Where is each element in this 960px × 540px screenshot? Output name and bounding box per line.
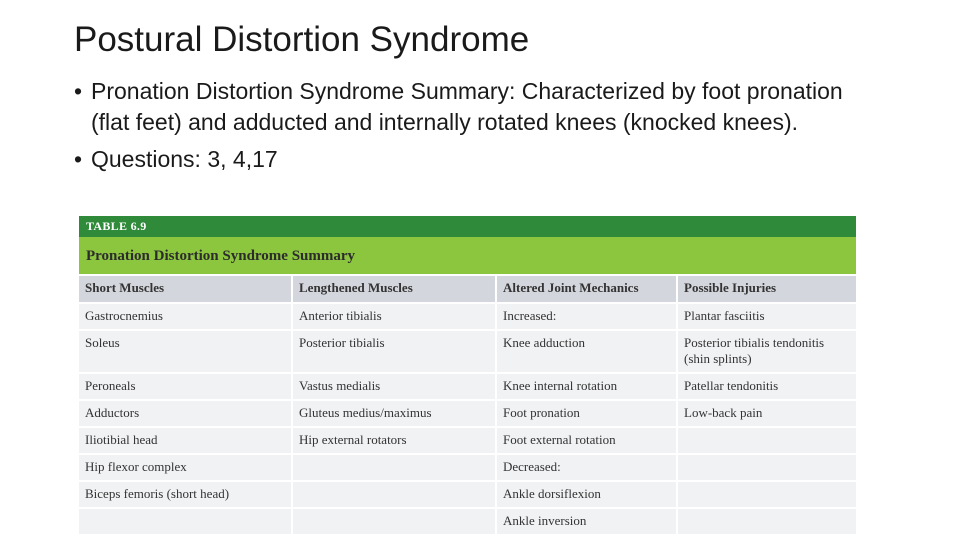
table-cell <box>293 509 495 534</box>
table-cell <box>678 482 856 507</box>
table-row <box>79 509 856 534</box>
table-cell: Iliotibial head <box>79 428 291 453</box>
table-cell: Hip flexor complex <box>79 455 291 480</box>
table-cell <box>678 509 856 534</box>
bullet-dot-icon: • <box>74 146 83 172</box>
table-cell: Gluteus medius/maximus <box>293 401 495 426</box>
table-cell: Ankle dorsiflexion <box>497 482 676 507</box>
table-cell: Foot pronation <box>497 401 676 426</box>
table-cell: Knee internal rotation <box>497 374 676 399</box>
table-cell <box>678 455 856 480</box>
table-cell: Vastus medialis <box>293 374 495 399</box>
bullet-list <box>74 76 854 181</box>
bullet-text: Questions: 3, 4,17 <box>91 146 278 172</box>
table-cell <box>79 509 291 534</box>
table-cell: Ankle inversion <box>497 509 676 534</box>
table-cell: Gastrocnemius <box>79 304 291 329</box>
table-cell: Decreased: <box>497 455 676 480</box>
table-cell: Knee adduction <box>497 331 676 372</box>
table-cell: Soleus <box>79 331 291 372</box>
table-cell: Peroneals <box>79 374 291 399</box>
table-cell: Posterior tibialis tendonitis (shin splints) <box>678 331 856 372</box>
table-row <box>79 331 856 372</box>
summary-table <box>77 274 858 536</box>
table-cell: Posterior tibialis <box>293 331 495 372</box>
header-short-muscles: Short Muscles <box>79 276 291 302</box>
table-cell: Adductors <box>79 401 291 426</box>
header-lengthened-muscles: Lengthened Muscles <box>293 276 495 302</box>
header-altered-joint-mechanics: Altered Joint Mechanics <box>497 276 676 302</box>
table-label: TABLE 6.9 <box>79 216 856 237</box>
table-title: Pronation Distortion Syndrome Summary <box>79 237 856 274</box>
table-cell <box>293 455 495 480</box>
table-cell: Biceps femoris (short head) <box>79 482 291 507</box>
table-cell: Foot external rotation <box>497 428 676 453</box>
table-row <box>79 428 856 453</box>
slide-title: Postural Distortion Syndrome <box>74 20 530 59</box>
header-possible-injuries: Possible Injuries <box>678 276 856 302</box>
table-cell: Increased: <box>497 304 676 329</box>
table-row <box>79 482 856 507</box>
table-header-row <box>79 276 856 302</box>
table-cell: Low-back pain <box>678 401 856 426</box>
bullet-text: Pronation Distortion Syndrome Summary: Characterized by foot pronation (flat feet) and adducted and internally rotated knees (knocked knees). <box>91 78 843 135</box>
bullet-dot-icon: • <box>74 78 83 104</box>
table-cell <box>293 482 495 507</box>
table-cell: Hip external rotators <box>293 428 495 453</box>
table-cell: Patellar tendonitis <box>678 374 856 399</box>
bullet-item <box>74 144 854 175</box>
table-row <box>79 401 856 426</box>
table-cell <box>678 428 856 453</box>
table-cell: Anterior tibialis <box>293 304 495 329</box>
table-row <box>79 374 856 399</box>
bullet-item <box>74 76 854 138</box>
table-row <box>79 304 856 329</box>
table-cell: Plantar fasciitis <box>678 304 856 329</box>
summary-table-figure <box>79 216 856 528</box>
table-row <box>79 455 856 480</box>
